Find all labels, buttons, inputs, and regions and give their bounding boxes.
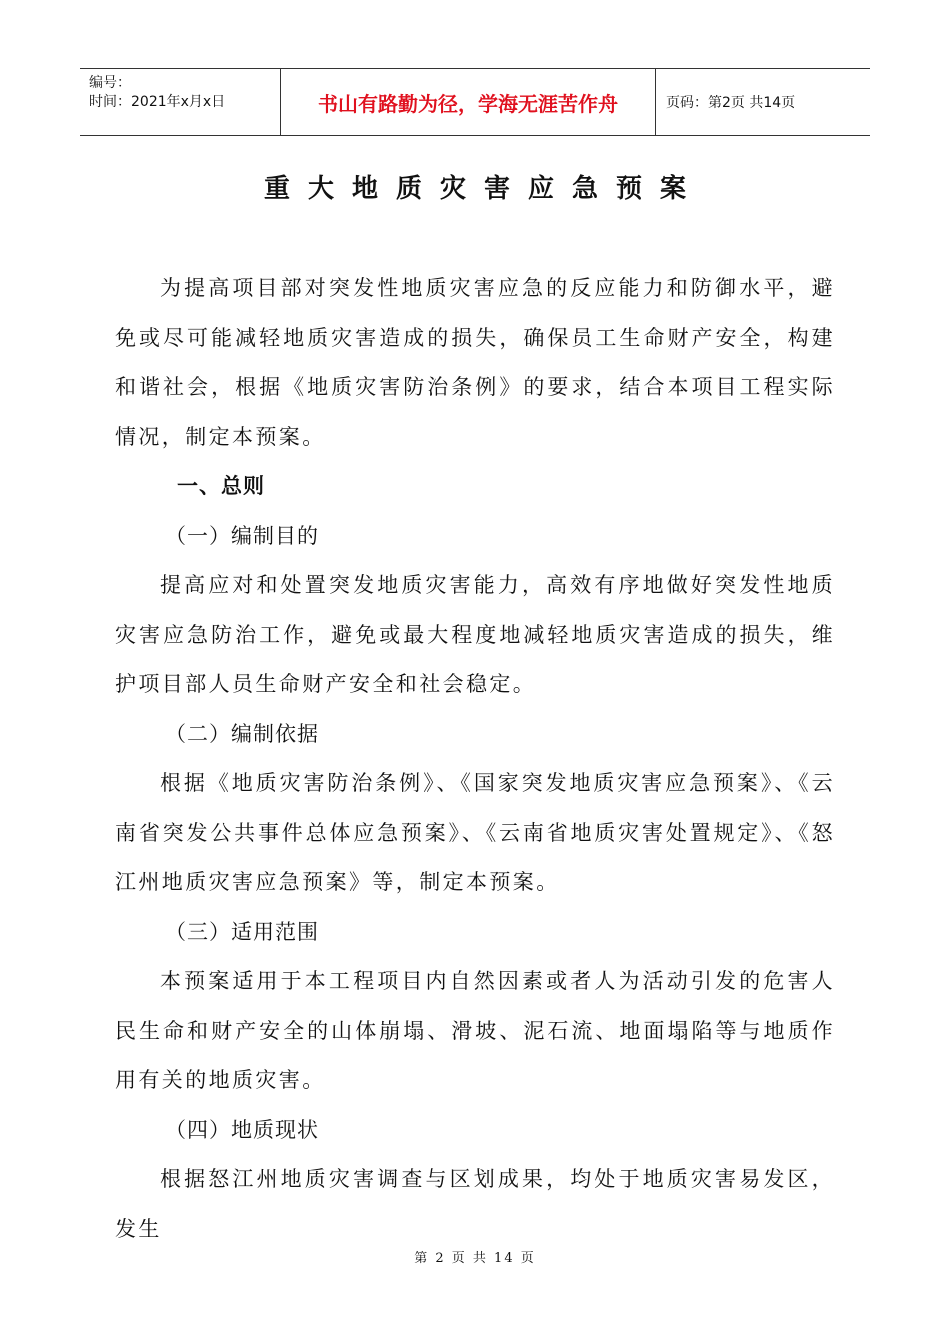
section-heading-general: 一、总则 [177,474,265,498]
intro-paragraph: 为提高项目部对突发性地质灾害应急的反应能力和防御水平，避免或尽可能减轻地质灾害造成的损失，确保员工生命财产安全，构建和谐社会，根据《地质灾害防治条例》的要求，结合本项目工程实际情况，制定本预案。 [115,276,835,449]
header-motto: 书山有路勤为径，学海无涯苦作舟 [280,69,656,135]
purpose-paragraph: 提高应对和处置突发地质灾害能力，高效有序地做好突发性地质灾害应急防治工作，避免或最大程度地减轻地质灾害造成的损失，维护项目部人员生命财产安全和社会稳定。 [115,573,835,696]
subsection-heading-purpose: （一）编制目的 [165,523,319,548]
page-header [80,68,870,136]
date-label: 时间：2021年x月x日 [89,94,226,110]
header-meta [80,69,280,135]
subsection-heading-geology: （四）地质现状 [165,1117,319,1142]
page-footer: 第 2 页 共 14 页 [414,1251,536,1266]
geology-paragraph: 根据怒江州地质灾害调查与区划成果，均处于地质灾害易发区，发生 [115,1167,835,1241]
header-page-info: 页码：第2页 共14页 [666,95,796,111]
subsection-heading-scope: （三）适用范围 [165,919,319,944]
number-label: 编号： [89,75,131,91]
scope-paragraph: 本预案适用于本工程项目内自然因素或者人为活动引发的危害人民生命和财产安全的山体崩塌、滑坡、泥石流、地面塌陷等与地质作用有关的地质灾害。 [115,969,835,1092]
subsection-heading-basis: （二）编制依据 [165,721,319,746]
basis-paragraph: 根据《地质灾害防治条例》、《国家突发地质灾害应急预案》、《云南省突发公共事件总体应急预案》、《云南省地质灾害处置规定》、《怒江州地质灾害应急预案》等，制定本预案。 [115,771,835,894]
document-body [115,264,835,1254]
document-title: 重大地质灾害应急预案 [263,174,704,204]
